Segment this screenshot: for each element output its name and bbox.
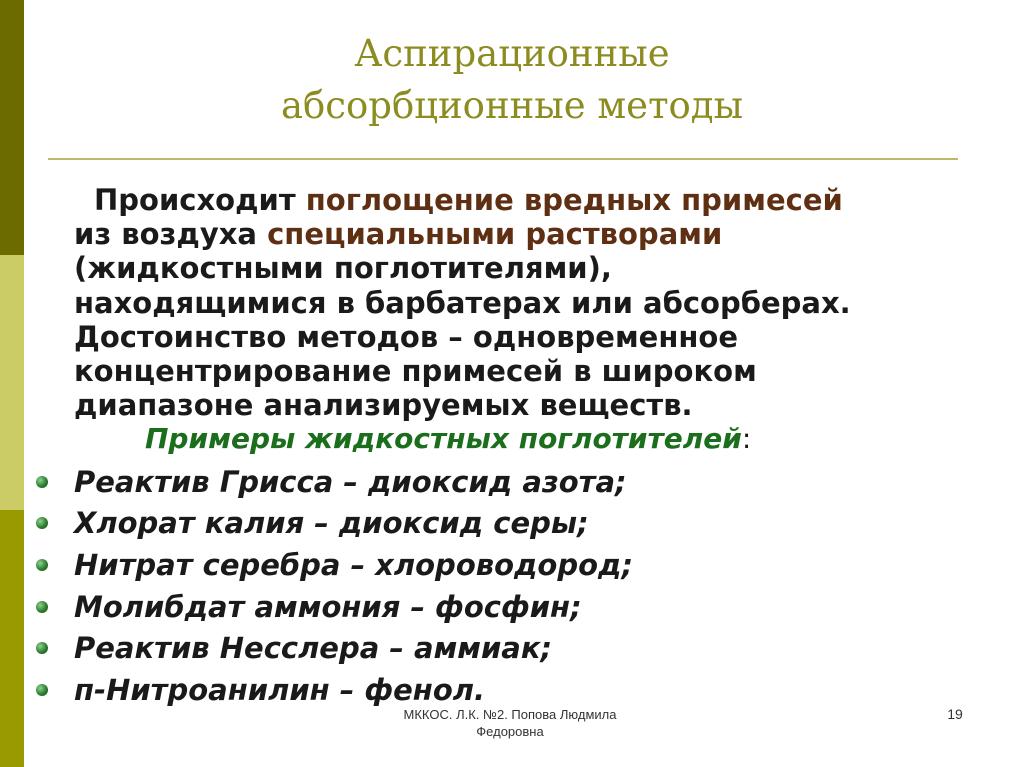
bullet-icon: [36, 601, 48, 613]
example-text: п-Нитроанилин – фенол.: [74, 672, 486, 707]
list-item: [36, 669, 976, 711]
highlight-absorption: поглощение вредных примесей: [305, 183, 843, 217]
description-line-3: (жидкостными поглотителями),: [74, 251, 612, 286]
bullet-icon: [36, 684, 48, 696]
list-item: [36, 627, 976, 669]
example-text: Хлорат калия – диоксид серы;: [74, 506, 589, 541]
highlight-solutions: специальными растворами: [267, 217, 723, 252]
slide-title-line-1: Аспирационные: [354, 32, 670, 75]
description-line-1: [74, 183, 994, 217]
left-accent-bar-bottom: [0, 510, 24, 767]
list-item: [36, 503, 976, 545]
description-text: Происходит: [94, 183, 306, 217]
example-text: Реактив Грисса – диоксид азота;: [74, 464, 627, 499]
footer-author: [340, 706, 680, 740]
left-accent-bar-middle: [0, 255, 24, 510]
description-line-5: Достоинство методов – одновременное: [74, 319, 739, 354]
bullet-icon: [36, 517, 48, 529]
left-accent-bar-top: [0, 0, 24, 255]
list-item: [36, 544, 976, 586]
page-number: 19: [947, 706, 963, 722]
examples-heading: [145, 421, 965, 457]
description-line-4: находящимися в барбатерах или абсорберах.: [74, 285, 851, 320]
title-divider: [48, 158, 958, 160]
list-item: [36, 461, 976, 503]
example-text: Реактив Несслера – аммиак;: [74, 631, 553, 666]
slide-title-line-2: абсорбционные методы: [280, 84, 744, 127]
bullet-icon: [36, 642, 48, 654]
description-paragraph: [74, 183, 994, 422]
example-text: Нитрат серебра – хлороводород;: [74, 547, 634, 582]
description-line-2: [74, 217, 994, 251]
description-line-6: концентрирование примесей в широком: [74, 354, 757, 389]
examples-heading-colon: :: [741, 422, 752, 455]
description-text: из воздуха: [74, 217, 268, 252]
footer-line-1: МККОС. Л.К. №2. Попова Людмила: [403, 707, 617, 722]
description-line-7: диапазоне анализируемых веществ.: [74, 388, 693, 423]
list-item: [36, 586, 976, 628]
slide-title: [60, 28, 964, 132]
example-text: Молибдат аммония – фосфин;: [74, 589, 582, 624]
examples-list: [36, 461, 976, 711]
examples-heading-text: Примеры жидкостных поглотителей: [145, 422, 742, 455]
footer-line-2: Федоровна: [476, 724, 544, 739]
bullet-icon: [36, 559, 48, 571]
bullet-icon: [36, 476, 48, 488]
